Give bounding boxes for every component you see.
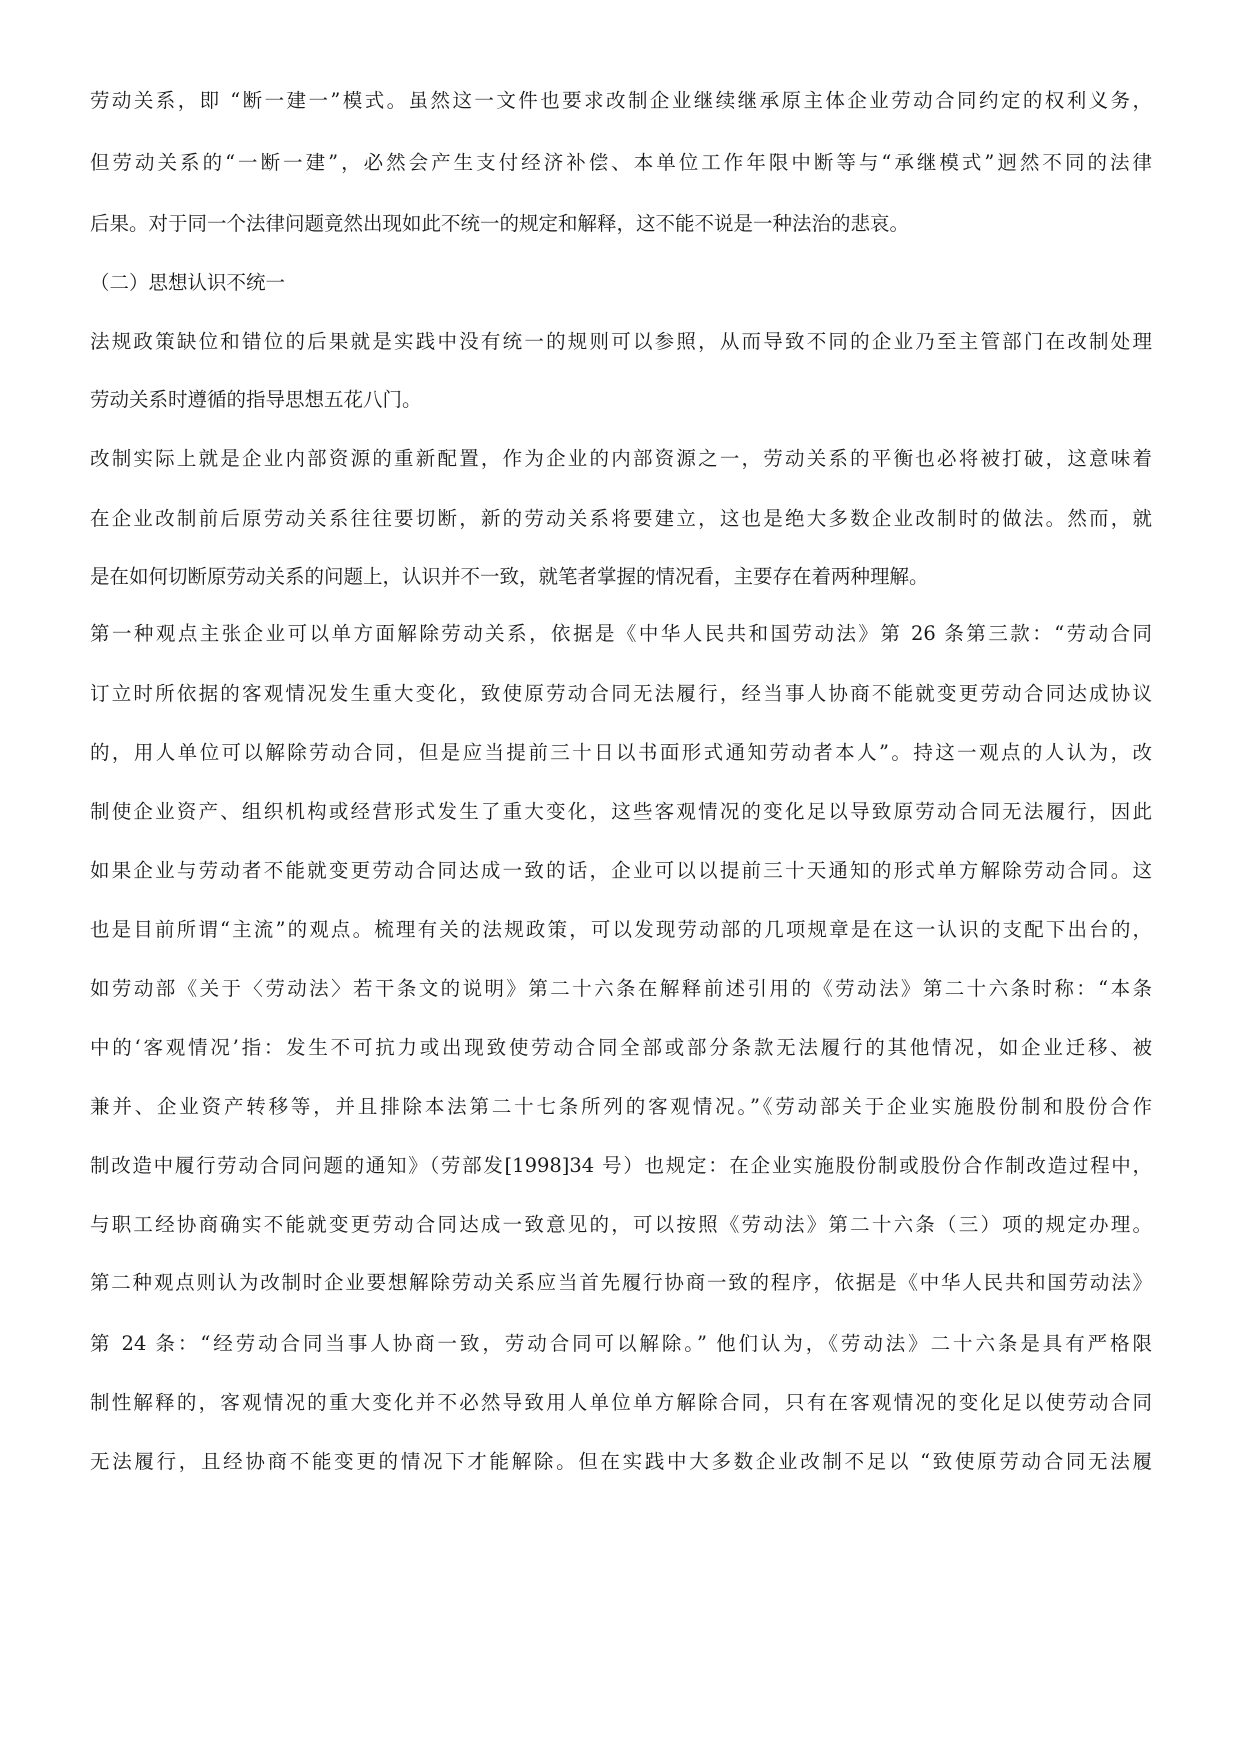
text-line: 的，用人单位可以解除劳动合同，但是应当提前三十日以书面形式通知劳动者本人”。持这一观点的人认为，改 bbox=[90, 741, 1152, 764]
text-line: 第二种观点则认为改制时企业要想解除劳动关系应当首先履行协商一致的程序，依据是《中华人民共和国劳动法》 bbox=[90, 1271, 1152, 1294]
text-line: 如果企业与劳动者不能就变更劳动合同达成一致的话，企业可以以提前三十天通知的形式单方解除劳动合同。这 bbox=[90, 859, 1152, 882]
text-line: 订立时所依据的客观情况发生重大变化，致使原劳动合同无法履行，经当事人协商不能就变更劳动合同达成协议 bbox=[90, 682, 1152, 705]
text-line: 劳动关系时遵循的指导思想五花八门。 bbox=[90, 388, 422, 411]
text-line: 制性解释的，客观情况的重大变化并不必然导致用人单位单方解除合同，只有在客观情况的变化足以使劳动合同 bbox=[90, 1391, 1152, 1414]
text-line: 第 24 条：“经劳动合同当事人协商一致，劳动合同可以解除。” 他们认为，《劳动法》二十六条是具有严格限 bbox=[90, 1332, 1152, 1355]
text-line: 改制实际上就是企业内部资源的重新配置，作为企业的内部资源之一，劳动关系的平衡也必将被打破，这意味着 bbox=[90, 447, 1152, 470]
text-line: 也是目前所谓“主流”的观点。梳理有关的法规政策，可以发现劳动部的几项规章是在这一认识的支配下出台的， bbox=[90, 918, 1152, 941]
section-heading: （二）思想认识不统一 bbox=[90, 271, 286, 294]
text-line: 无法履行，且经协商不能变更的情况下才能解除。但在实践中大多数企业改制不足以 “致使原劳动合同无法履 bbox=[90, 1450, 1152, 1473]
text-line: 兼并、企业资产转移等，并且排除本法第二十七条所列的客观情况。”《劳动部关于企业实施股份制和股份合作 bbox=[90, 1095, 1152, 1118]
text-line: 制改造中履行劳动合同问题的通知》（劳部发[1998]34 号）也规定：在企业实施股份制或股份合作制改造过程中， bbox=[90, 1154, 1152, 1177]
text-line: 第一种观点主张企业可以单方面解除劳动关系，依据是《中华人民共和国劳动法》第 26 条第三款：“劳动合同 bbox=[90, 622, 1152, 645]
text-line: 是在如何切断原劳动关系的问题上，认识并不一致，就笔者掌握的情况看，主要存在着两种理解。 bbox=[90, 565, 929, 588]
text-line: 中的‘客观情况’指：发生不可抗力或出现致使劳动合同全部或部分条款无法履行的其他情况，如企业迁移、被 bbox=[90, 1036, 1152, 1059]
text-line: 劳动关系，即 “断一建一”模式。虽然这一文件也要求改制企业继续继承原主体企业劳动合同约定的权利义务， bbox=[90, 89, 1152, 112]
text-line: 与职工经协商确实不能就变更劳动合同达成一致意见的，可以按照《劳动法》第二十六条（三）项的规定办理。 bbox=[90, 1213, 1152, 1236]
text-line: 但劳动关系的“一断一建”，必然会产生支付经济补偿、本单位工作年限中断等与“承继模式”迥然不同的法律 bbox=[90, 151, 1152, 174]
text-line: 在企业改制前后原劳动关系往往要切断，新的劳动关系将要建立，这也是绝大多数企业改制时的做法。然而，就 bbox=[90, 507, 1152, 530]
text-line: 如劳动部《关于〈劳动法〉若干条文的说明》第二十六条在解释前述引用的《劳动法》第二十六条时称：“本条 bbox=[90, 977, 1152, 1000]
text-line: 制使企业资产、组织机构或经营形式发生了重大变化，这些客观情况的变化足以导致原劳动合同无法履行，因此 bbox=[90, 800, 1152, 823]
text-line: 后果。对于同一个法律问题竟然出现如此不统一的规定和解释，这不能不说是一种法治的悲哀。 bbox=[90, 212, 910, 235]
text-line: 法规政策缺位和错位的后果就是实践中没有统一的规则可以参照，从而导致不同的企业乃至主管部门在改制处理 bbox=[90, 330, 1152, 353]
